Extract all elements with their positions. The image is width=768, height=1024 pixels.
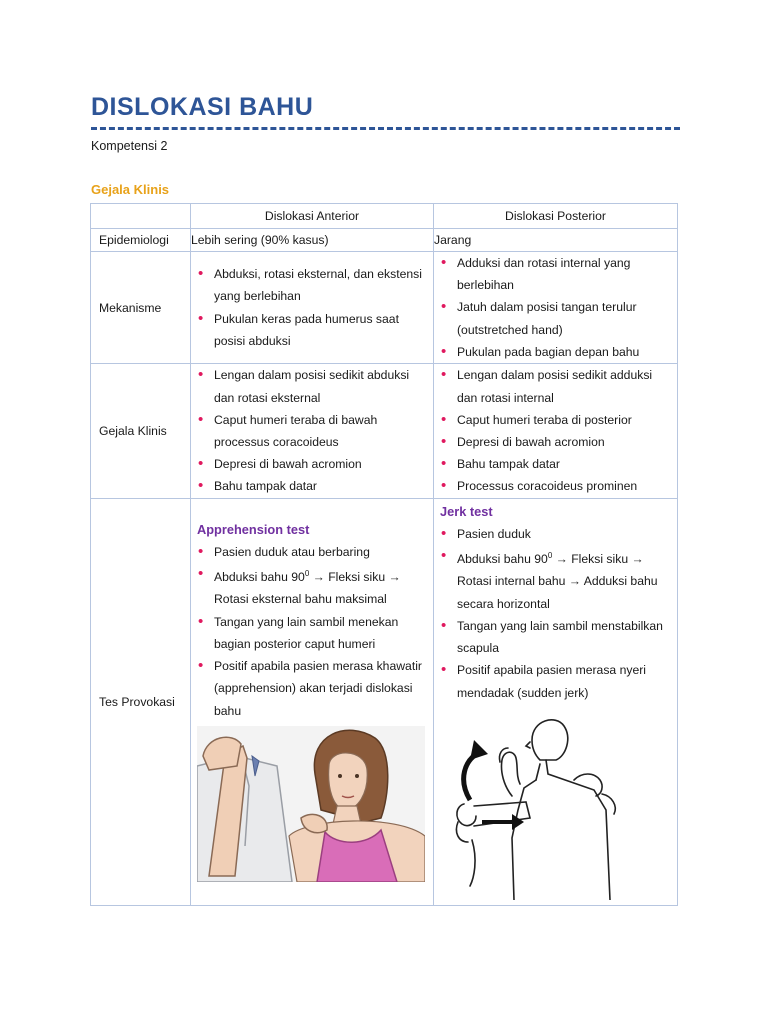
list-item: • Abduksi bahu $90^0$ → Fleksi siku → Rotasi eksternal bahu maksimal [191,563,429,610]
list-item: • Adduksi dan rotasi internal yang berlebihan [434,252,673,296]
list-item: • Lengan dalam posisi sedikit adduksi dan rotasi internal [434,364,673,408]
list-item: • Pukulan keras pada humerus saat posisi abduksi [191,308,429,352]
row-mekanisme [91,252,678,364]
row-label-tes-provokasi: Tes Provokasi [91,499,191,906]
list-item: • Caput humeri teraba di posterior [434,409,673,431]
jerk-test-title: Jerk test [440,504,493,520]
jerk-test-illustration [444,710,624,900]
gejala-posterior [434,364,678,499]
row-epidemiologi [91,229,678,252]
list-item: • Bahu tampak datar [191,475,429,497]
list-item: • Bahu tampak datar [434,453,673,475]
header-anterior: Dislokasi Anterior [191,204,434,229]
list-item: • Positif apabila pasien merasa khawatir (apprehension) akan terjadi dislokasi bahu [191,655,429,722]
row-label-epidemiologi: Epidemiologi [91,229,191,252]
tes-anterior [191,499,434,906]
list-item: • Tangan yang lain sambil menstabilkan scapula [434,615,673,659]
list-item: • Pukulan pada bagian depan bahu [434,341,673,363]
apprehension-test-title: Apprehension test [197,522,310,538]
list-item: • Tangan yang lain sambil menekan bagian posterior caput humeri [191,611,429,655]
list-item: • Positif apabila pasien merasa nyeri mendadak (sudden jerk) [434,659,673,703]
row-tes-provokasi [91,499,678,906]
header-cell-empty [91,204,191,229]
tes-posterior [434,499,678,906]
mekanisme-anterior [191,252,434,364]
mekanisme-posterior [434,252,678,364]
gejala-anterior [191,364,434,499]
list-item: • Depresi di bawah acromion [191,453,429,475]
comparison-table [90,203,678,906]
row-label-mekanisme: Mekanisme [91,252,191,364]
header-posterior: Dislokasi Posterior [434,204,678,229]
list-item: • Abduksi bahu $90^0$ → Fleksi siku → Rotasi internal bahu → Adduksi bahu secara horizontal [434,545,673,615]
list-item: • Jatuh dalam posisi tangan terulur (outstretched hand) [434,296,673,340]
epidemiologi-posterior: Jarang [434,229,678,252]
list-item: • Lengan dalam posisi sedikit abduksi dan rotasi eksternal [191,364,429,408]
title-divider [91,127,680,130]
epidemiologi-anterior: Lebih sering (90% kasus) [191,229,434,252]
row-gejala-klinis [91,364,678,499]
list-item: • Pasien duduk [434,523,673,545]
section-heading: Gejala Klinis [91,182,170,197]
list-item: • Caput humeri teraba di bawah processus coracoideus [191,409,429,453]
row-label-gejala-klinis: Gejala Klinis [91,364,191,499]
document-subtitle: Kompetensi 2 [91,139,168,153]
list-item: • Depresi di bawah acromion [434,431,673,453]
list-item: • Abduksi, rotasi eksternal, dan ekstensi yang berlebihan [191,263,429,307]
list-item: • Processus coracoideus prominen [434,475,673,497]
table-header-row [91,204,678,229]
list-item: • Pasien duduk atau berbaring [191,541,429,563]
apprehension-test-illustration [197,726,425,882]
document-title: DISLOKASI BAHU [91,93,314,121]
